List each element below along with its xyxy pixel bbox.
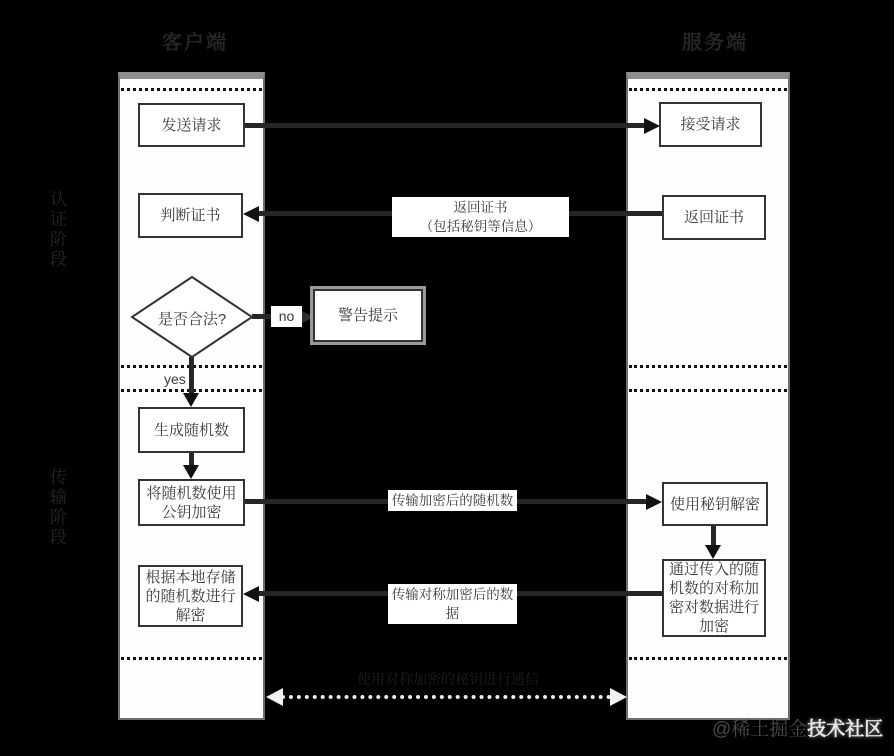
- step-accept-request: 接受请求: [659, 102, 762, 147]
- arrow-send-request: [245, 123, 647, 128]
- watermark-dark: @稀土掘金: [712, 719, 808, 740]
- separator-dotted: [629, 365, 787, 368]
- watermark: [712, 714, 883, 741]
- step-gen-random: 生成随机数: [138, 407, 245, 453]
- step-return-cert: 返回证书: [662, 195, 766, 240]
- message-return-cert-line2: （包括秘钥等信息）: [419, 219, 542, 234]
- arrow-symmetric-channel: [281, 695, 611, 699]
- arrowhead-right-icon: [610, 688, 627, 706]
- arrowhead-down-icon: [183, 393, 199, 407]
- separator-dotted: [121, 88, 262, 91]
- actor-title-server: 服务端: [682, 32, 748, 54]
- arrow-key-to-sym: [711, 525, 716, 547]
- arrowhead-down-icon: [705, 545, 721, 559]
- warning-box: 警告提示: [313, 289, 423, 342]
- message-label-return-cert: [392, 197, 569, 237]
- message-label-encrypted-random: 传输加密后的随机数: [388, 490, 517, 511]
- arrowhead-left-icon: [266, 688, 283, 706]
- arrowhead-left-icon: [243, 206, 259, 222]
- bottom-note: 使用对称加密的秘钥进行通信: [357, 671, 539, 687]
- step-sym-encrypt: 通过传入的随机数的对称加密对数据进行加密: [662, 559, 766, 637]
- step-judge-cert: 判断证书: [138, 193, 243, 238]
- branch-label-no: no: [271, 306, 302, 327]
- phase-label-transfer: 传输阶段: [47, 468, 66, 548]
- arrowhead-right-icon: [644, 118, 660, 134]
- decision-label: 是否合法?: [157, 311, 227, 328]
- arrowhead-right-icon: [646, 494, 662, 510]
- separator-dotted: [629, 389, 787, 392]
- actor-title-client: 客户端: [162, 32, 228, 54]
- step-send-request: 发送请求: [138, 103, 245, 147]
- watermark-bright: 技术社区: [807, 719, 884, 740]
- separator-dotted: [629, 88, 787, 91]
- step-encrypt-random: 将随机数使用公钥加密: [138, 479, 245, 526]
- step-decrypt-with-key: 使用秘钥解密: [662, 482, 768, 526]
- arrowhead-down-icon: [183, 465, 199, 479]
- separator-dotted: [121, 657, 262, 660]
- message-return-cert-line1: 返回证书: [453, 200, 508, 215]
- separator-dotted: [629, 657, 787, 660]
- branch-label-yes: yes: [164, 371, 186, 387]
- message-label-encrypted-data: 传输对称加密后的数据: [388, 584, 517, 624]
- phase-label-auth: 认证阶段: [47, 190, 66, 270]
- step-decrypt-local: 根据本地存储的随机数进行解密: [138, 565, 243, 627]
- arrowhead-left-icon: [243, 586, 259, 602]
